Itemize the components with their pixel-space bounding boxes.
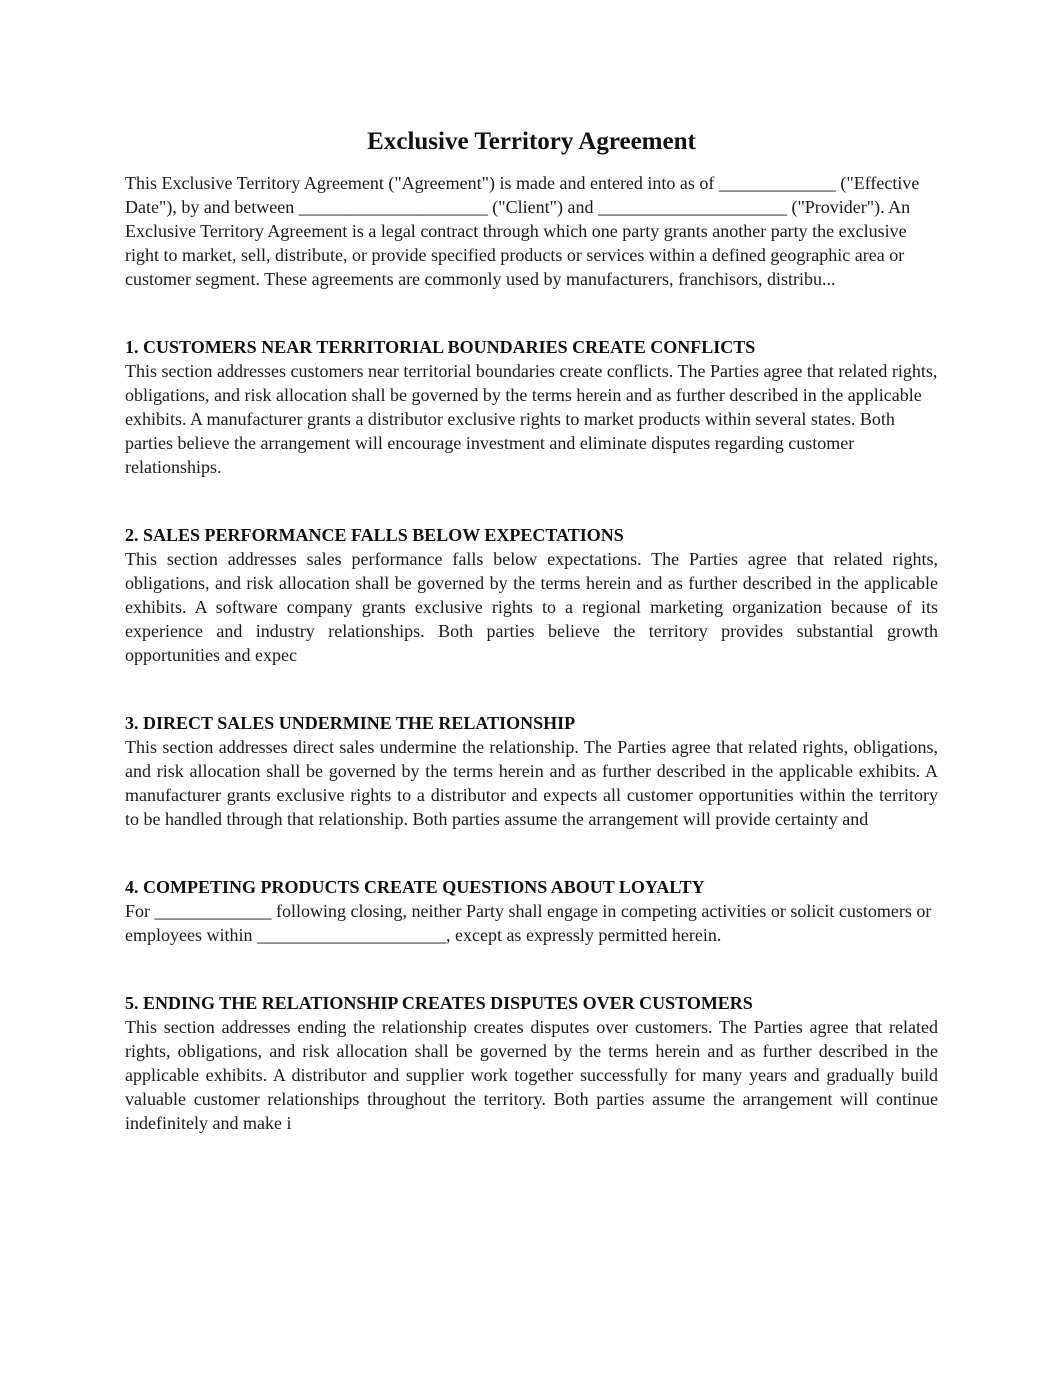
section-heading: 5. ENDING THE RELATIONSHIP CREATES DISPUTES OVER CUSTOMERS: [125, 993, 753, 1013]
section-2: [125, 523, 938, 667]
section-5: [125, 991, 938, 1135]
intro-paragraph: This Exclusive Territory Agreement ("Agreement") is made and entered into as of _____________ ("Effective Date"), by and between _____________________ ("Client") and _____________________ ("Provider"). An Exclusive Territory Agreement is a legal contract through which one party grants another party the exclusive right to market, sell, distribute, or provide specified products or services within a defined geographic area or customer segment. These agreements are commonly used by manufacturers, franchisors, distribu...: [125, 173, 920, 289]
section-3: [125, 711, 938, 831]
section-body: This section addresses direct sales undermine the relationship. The Parties agree that related rights, obligations, and risk allocation shall be governed by the terms herein and as further described in the applicable exhibits. A manufacturer grants exclusive rights to a distributor and expects all customer opportunities within the territory to be handled through that relationship. Both parties assume the arrangement will provide certainty and: [125, 737, 938, 829]
section-4: [125, 875, 938, 947]
section-body: This section addresses ending the relationship creates disputes over customers. The Parties agree that related rights, obligations, and risk allocation shall be governed by the terms herein and as further described in the applicable exhibits. A distributor and supplier work together successfully for many years and gradually build valuable customer relationships throughout the territory. Both parties assume the arrangement will continue indefinitely and make i: [125, 1017, 938, 1133]
section-heading: 1. CUSTOMERS NEAR TERRITORIAL BOUNDARIES CREATE CONFLICTS: [125, 337, 756, 357]
section-body: For _____________ following closing, neither Party shall engage in competing activities or solicit customers or employees within _____________________, except as expressly permitted herein.: [125, 901, 932, 945]
section-1: [125, 335, 938, 479]
section-body: This section addresses customers near territorial boundaries create conflicts. The Parties agree that related rights, obligations, and risk allocation shall be governed by the terms herein and as further described in the applicable exhibits. A manufacturer grants a distributor exclusive rights to market products within several states. Both parties believe the arrangement will encourage investment and eliminate disputes regarding customer relationships.: [125, 361, 938, 477]
section-heading: 4. COMPETING PRODUCTS CREATE QUESTIONS ABOUT LOYALTY: [125, 877, 705, 897]
section-heading: 3. DIRECT SALES UNDERMINE THE RELATIONSHIP: [125, 713, 576, 733]
section-heading: 2. SALES PERFORMANCE FALLS BELOW EXPECTATIONS: [125, 525, 624, 545]
document-title: Exclusive Territory Agreement: [367, 128, 696, 155]
section-body: This section addresses sales performance falls below expectations. The Parties agree that related rights, obligations, and risk allocation shall be governed by the terms herein and as further described in the applicable exhibits. A software company grants exclusive rights to a regional marketing organization because of its experience and industry relationships. Both parties believe the territory provides substantial growth opportunities and expec: [125, 549, 938, 665]
